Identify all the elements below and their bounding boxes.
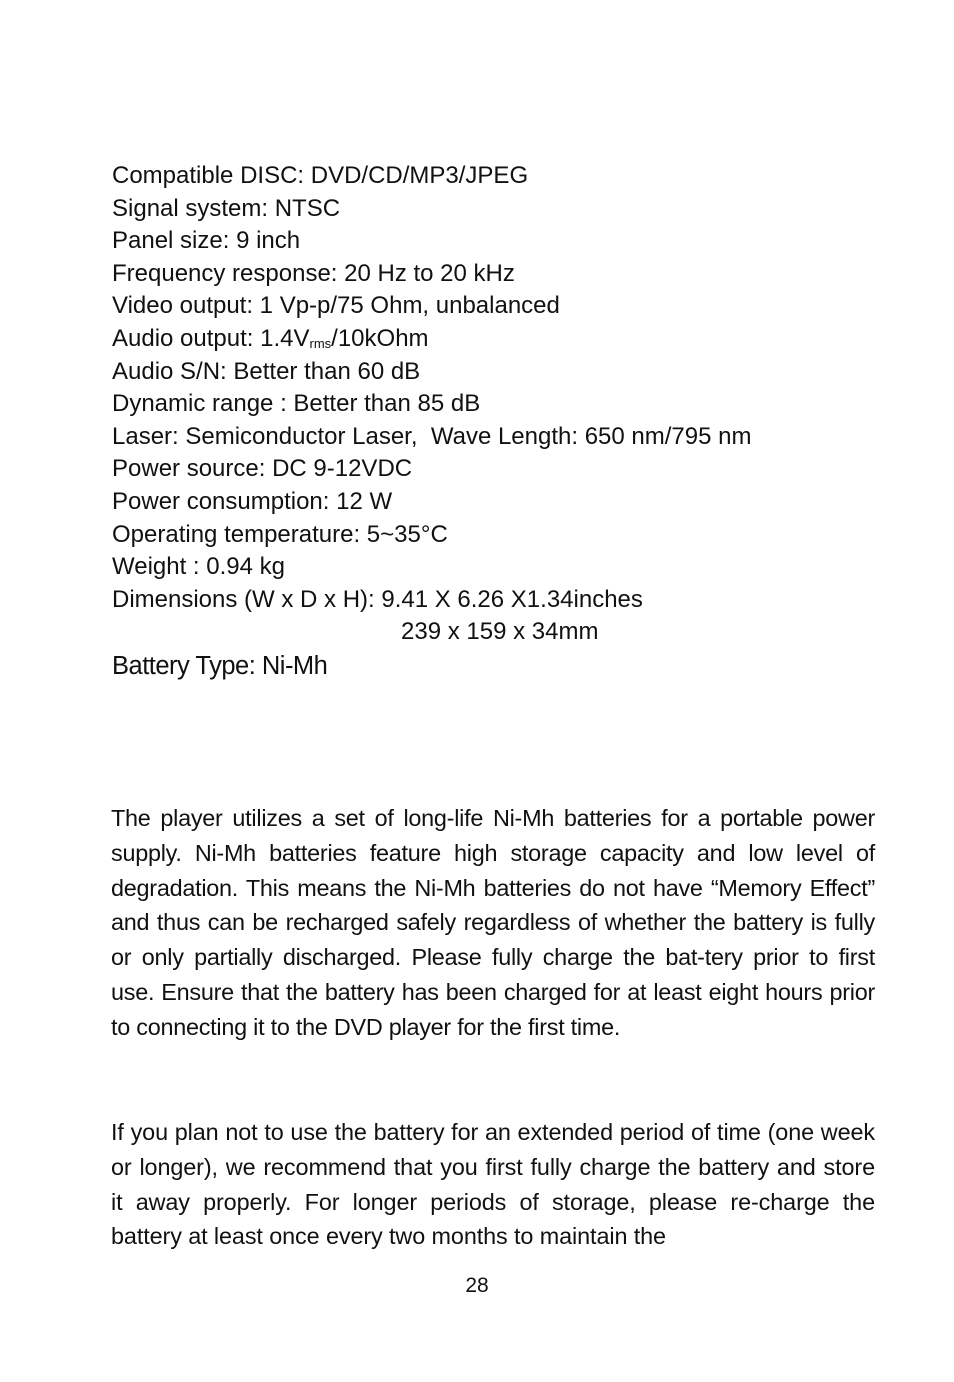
spec-battery-type: Battery Type: Ni-Mh — [112, 651, 328, 680]
spec-laser: Laser: Semiconductor Laser, Wave Length: 650 nm/795 nm — [112, 422, 752, 450]
audio-output-rms-subscript: rms — [309, 335, 332, 351]
page-number: 28 — [465, 1274, 489, 1297]
audio-output-suffix: /10kOhm — [331, 324, 429, 352]
spec-operating-temperature: Operating temperature: 5~35°C — [112, 520, 448, 548]
spec-compatible-disc: Compatible DISC: DVD/CD/MP3/JPEG — [112, 162, 529, 189]
spec-video-output: Video output: 1 Vp-p/75 Ohm, unbalanced — [112, 292, 560, 320]
spec-signal-system: Signal system: NTSC — [112, 194, 341, 222]
spec-dimensions-inches: Dimensions (W x D x H): 9.41 X 6.26 X1.34inches — [112, 585, 643, 613]
spec-power-source: Power source: DC 9-12VDC — [112, 455, 413, 483]
spec-frequency-response: Frequency response: 20 Hz to 20 kHz — [112, 259, 515, 287]
spec-power-consumption: Power consumption: 12 W — [112, 487, 393, 515]
specifications-list — [112, 160, 892, 683]
spec-dimensions-mm: 239 x 159 x 34mm — [401, 618, 599, 646]
audio-output-prefix: Audio output: 1.4V — [112, 324, 310, 352]
spec-weight: Weight : 0.94 kg — [112, 553, 285, 581]
spec-panel-size: Panel size: 9 inch — [112, 227, 301, 255]
battery-description-paragraph: The player utilizes a set of long-life Ni-Mh batteries for a portable power supply. Ni-Mh batteries feature high storage capacity and low level of degradation. This means the Ni-Mh batteries do not have “Memory Effect” and thus can be recharged safely regardless of whether the battery is fully or only partially discharged. Please fully charge the bat-tery prior to first use. Ensure that the battery has been charged for at least eight hours prior to connecting it to the DVD player for the first time. — [111, 805, 875, 1040]
battery-storage-paragraph: If you plan not to use the battery for an extended period of time (one week or longer), we recommend that you first fully charge the battery and store it away properly. For longer periods of storage, please re-charge the battery at least once every two months to maintain the — [111, 1119, 875, 1250]
spec-audio-output — [112, 323, 892, 356]
spec-dynamic-range: Dynamic range : Better than 85 dB — [112, 390, 481, 418]
spec-audio-sn: Audio S/N: Better than 60 dB — [112, 357, 421, 385]
